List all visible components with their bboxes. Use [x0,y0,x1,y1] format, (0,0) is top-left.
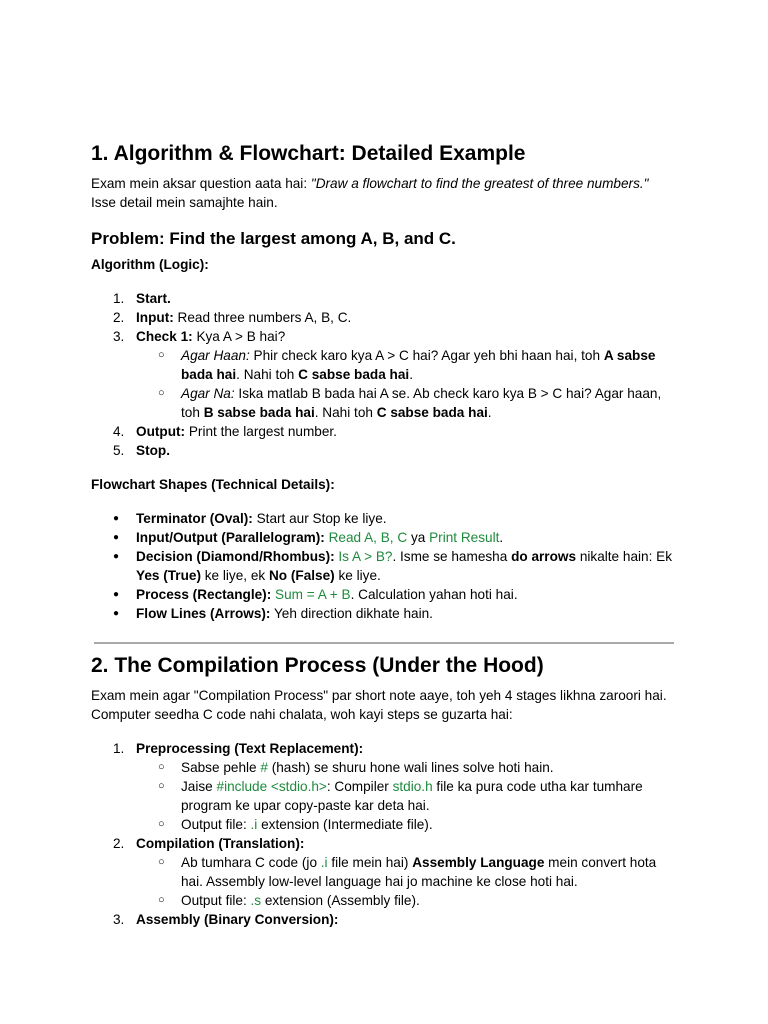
list-item: 5. Stop. [113,443,170,458]
shapes-heading: Flowchart Shapes (Technical Details): [91,477,335,492]
list-item: 1. Preprocessing (Text Replacement): ○ Sabse pehle # (hash) se shuru hone wali lines solve hoti hain. ○ Jaise #include <stdio.h>: Compiler stdio.h file ka pura code utha kar tumhare program ke upar copy-paste kar deta hai. ○ Output file: .i extension (Intermediate file). [91,739,681,834]
algorithm-steps [91,289,681,460]
circle-bullet-icon: ○ [158,761,165,773]
shapes-list [91,509,681,623]
list-item: ● Decision (Diamond/Rhombus): Is A > B?. Isme se hamesha do arrows nikalte hain: Ek Yes (True) ke liye, ek No (False) ke liye. [113,549,673,583]
section2-intro: Exam mein agar "Compilation Process" par short note aaye, toh yeh 4 stages likhna zaroori hai. Computer seedha C code nahi chalata, woh kayi steps se guzarta hai: [91,688,667,722]
list-item: ○ Ab tumhara C code (jo .i file mein hai) Assembly Language mein convert hota hai. Assembly low-level language hai jo machine ke close hoti hai. [158,855,657,889]
intro-text: Exam mein aksar question aata hai: [91,176,311,191]
circle-bullet-icon: ○ [158,387,165,399]
bullet-icon: ● [113,589,120,600]
list-item: ○ Jaise #include <stdio.h>: Compiler stdio.h file ka pura code utha kar tumhare program ke upar copy-paste kar deta hai. [158,779,643,813]
circle-bullet-icon: ○ [158,856,165,868]
document-content [91,140,681,929]
bullet-icon: ● [113,532,120,543]
bullet-icon: ● [113,608,120,619]
list-item: ○ Agar Na: Iska matlab B bada hai A se. Ab check karo kya B > C hai? Agar haan, toh B sabse bada hai. Nahi toh C sabse bada hai. [158,386,662,420]
stage2-sub-list [136,853,681,910]
intro-text-2: Isse detail mein samajhte hain. [91,195,278,210]
circle-bullet-icon: ○ [158,349,165,361]
section2-title: 2. The Compilation Process (Under the Hood) [91,654,544,677]
section-divider [94,642,674,644]
list-item: ● Input/Output (Parallelogram): Read A, B, C ya Print Result. [113,530,504,545]
bullet-icon: ● [113,513,120,524]
section1-intro [91,174,681,212]
list-item: 2. Compilation (Translation): ○ Ab tumhara C code (jo .i file mein hai) Assembly Language mein convert hota hai. Assembly low-level language hai jo machine ke close hoti hai. ○ Output file: .s extension (Assembly file). [91,834,681,910]
list-item: 2. Input: Read three numbers A, B, C. [113,310,352,325]
algorithm-heading: Algorithm (Logic): [91,257,209,272]
circle-bullet-icon: ○ [158,894,165,906]
circle-bullet-icon: ○ [158,780,165,792]
section1-title: 1. Algorithm & Flowchart: Detailed Example [91,142,526,165]
list-item: 1. Start. [113,291,171,306]
stage1-sub-list [136,758,681,834]
compilation-stages [91,739,681,929]
list-item: 4. Output: Print the largest number. [113,424,337,439]
circle-bullet-icon: ○ [158,818,165,830]
bullet-icon: ● [113,551,120,562]
list-item: ● Flow Lines (Arrows): Yeh direction dikhate hain. [113,606,433,621]
list-item: ● Process (Rectangle): Sum = A + B. Calculation yahan hoti hai. [113,587,518,602]
list-item: ○ Output file: .s extension (Assembly file). [158,893,420,908]
check-sub-list [136,346,681,422]
list-item: ○ Output file: .i extension (Intermediate file). [158,817,433,832]
list-item: 3. Check 1: Kya A > B hai? ○ Agar Haan: Phir check karo kya A > C hai? Agar yeh bhi haan hai, toh A sabse bada hai. Nahi toh C sabse bada hai. ○ Agar Na: Iska matlab B bada hai A se. Ab check karo kya B > C hai? Agar haan, toh B sabse bada hai. Nahi toh C sabse bada hai. [91,327,681,422]
problem-heading: Problem: Find the largest among A, B, and C. [91,229,456,248]
list-item: 3. Assembly (Binary Conversion): [113,912,339,927]
intro-quote: "Draw a flowchart to find the greatest of three numbers." [310,176,649,191]
list-item: ○ Agar Haan: Phir check karo kya A > C hai? Agar yeh bhi haan hai, toh A sabse bada hai. Nahi toh C sabse bada hai. [158,348,656,382]
list-item: ○ Sabse pehle # (hash) se shuru hone wali lines solve hoti hain. [158,760,554,775]
list-item: ● Terminator (Oval): Start aur Stop ke liye. [113,511,387,526]
